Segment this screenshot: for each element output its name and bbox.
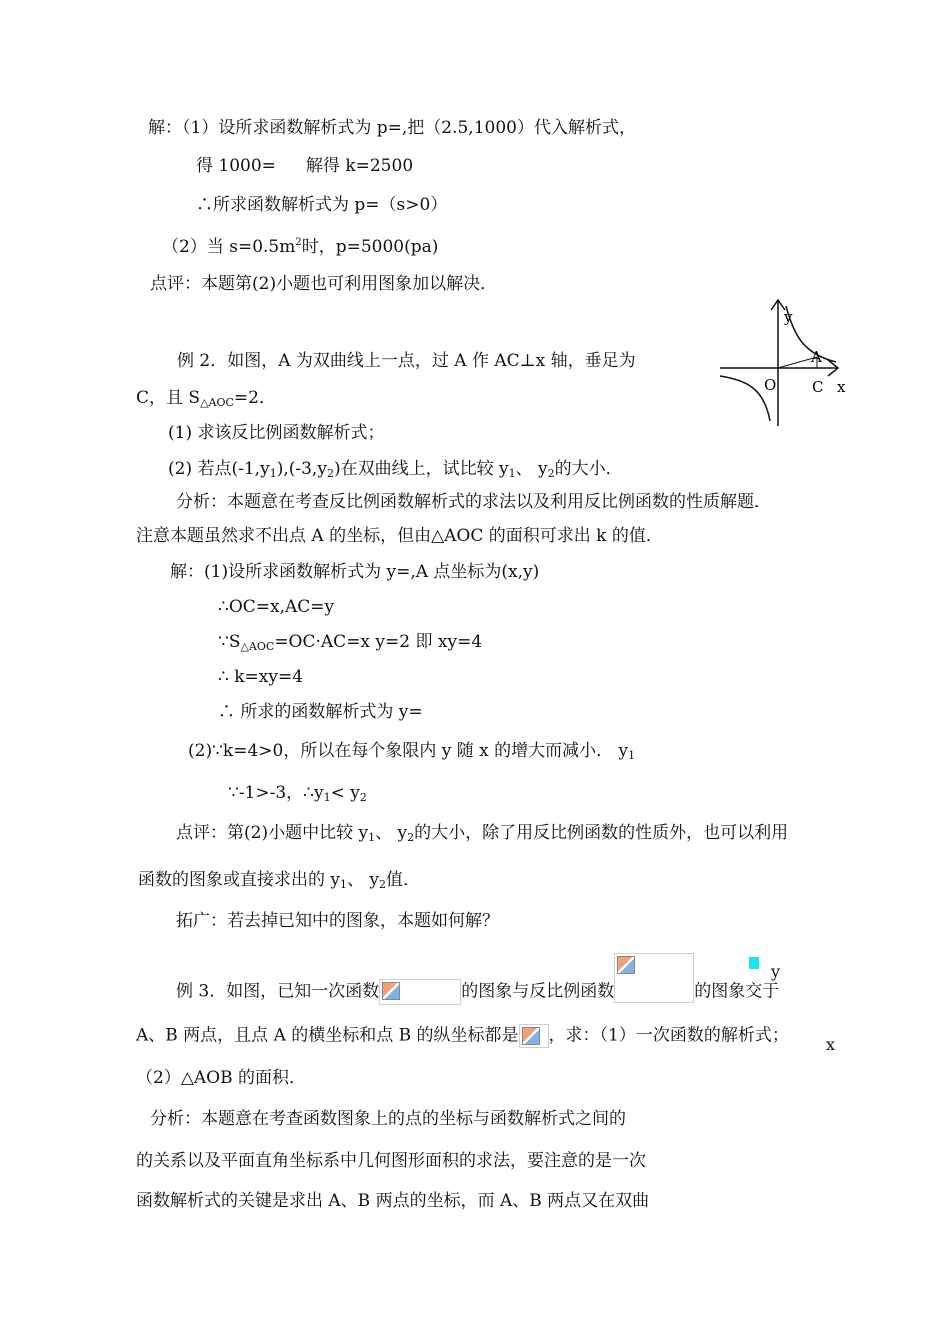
hyperbola-graph bbox=[716, 296, 852, 430]
analysis-line-1: 分析：本题意在考查反比例函数解析式的求法以及利用反比例函数的性质解题． bbox=[176, 492, 771, 512]
solution-line-1: 解：（1）设所求函数解析式为 p=,把（2.5,1000）代入解析式， bbox=[148, 118, 636, 138]
analysis-3-line-1: 分析：本题意在考查函数图象上的点的坐标与函数解析式之间的 bbox=[150, 1109, 626, 1129]
label-a: A bbox=[811, 348, 822, 366]
question-1: (1) 求该反比例函数解析式； bbox=[168, 423, 385, 443]
solution-2-line-3: $\because S_{\triangle AOC}=OC\cdot AC=x$ y=2 即 xy=4 bbox=[218, 632, 483, 653]
analysis-line-2: 注意本题虽然求不出点 A 的坐标，但由△AOC 的面积可求出 k 的值． bbox=[136, 526, 663, 546]
extension-line: 拓广：若去掉已知中的图象，本题如何解？ bbox=[176, 911, 499, 931]
label-o: O bbox=[764, 376, 777, 394]
solution-line-2: 得 1000= 解得 k=2500 bbox=[196, 156, 414, 176]
label-c: C bbox=[812, 378, 824, 396]
graph-2-label-x: x bbox=[826, 1035, 836, 1054]
comment-line: 点评：本题第(2)小题也可利用图象加以解决． bbox=[150, 274, 498, 294]
example-2-line-2: C，且 $S_{\triangle AOC}=2$． bbox=[136, 388, 276, 409]
label-y: y bbox=[784, 308, 793, 326]
solution-2-line-6: (2)∵k=4>0，所以在每个象限内 y 随 x 的增大而减小． $y_1$ bbox=[188, 741, 636, 762]
example-2-line-1: 例 2．如图，A 为双曲线上一点，过 A 作 AC⊥x 轴，垂足为 bbox=[177, 351, 636, 371]
value-image bbox=[519, 1024, 549, 1048]
cyan-marker bbox=[749, 957, 759, 969]
solution-2-line-4: ∴ k=xy=4 bbox=[218, 667, 304, 687]
inverse-function-image bbox=[614, 953, 694, 1003]
solution-2-line-1: 解：(1)设所求函数解析式为 y=,A 点坐标为(x,y) bbox=[170, 562, 540, 582]
solution-2-line-2: ∴OC=x,AC=y bbox=[218, 597, 335, 617]
linear-function-image bbox=[379, 979, 461, 1005]
comment-2-line-1: 点评：第(2)小题中比较 $y_1$、 $y_2$的大小，除了用反比例函数的性质外，也可以利用 bbox=[176, 823, 789, 844]
question-2: (2) 若点$(-1,y_1),(-3,y_2)$在双曲线上，试比较 $y_1$、 $y_2$的大小． bbox=[168, 459, 623, 480]
example-3-line-3: （2）△AOB 的面积． bbox=[136, 1068, 306, 1088]
analysis-3-line-3: 函数解析式的关键是求出 A、B 两点的坐标，而 A、B 两点又在双曲 bbox=[136, 1191, 650, 1211]
label-x: x bbox=[837, 378, 846, 396]
graph-2-label-y: y bbox=[771, 962, 781, 981]
analysis-3-line-2: 的关系以及平面直角坐标系中几何图形面积的求法，要注意的是一次 bbox=[136, 1151, 646, 1171]
curve-branch-2 bbox=[720, 376, 770, 421]
example-3-line-1: 例 3．如图，已知一次函数 的图象与反比例函数 的图象交于 bbox=[176, 979, 779, 1005]
solution-2-line-5: ∴ 所求的函数解析式为 y= bbox=[218, 702, 423, 722]
broken-image-icon bbox=[382, 982, 400, 1000]
comment-2-line-2: 函数的图象或直接求出的 $y_1$、 $y_2$值． bbox=[138, 870, 421, 891]
broken-image-icon bbox=[522, 1027, 540, 1045]
solution-2-line-7: ∵-1>-3，$\therefore y_1< y_2$ bbox=[228, 783, 367, 804]
example-3-line-2: A、B 两点，且点 A 的横坐标和点 B 的纵坐标都是 ，求：（1）一次函数的解析式； bbox=[136, 1024, 789, 1048]
solution-line-3: ∴所求函数解析式为 p=（s>0） bbox=[196, 195, 448, 215]
solution-line-4: （2）当 $s=0.5m^2$时，p=5000(pa) bbox=[162, 237, 439, 257]
broken-image-icon bbox=[617, 956, 635, 974]
